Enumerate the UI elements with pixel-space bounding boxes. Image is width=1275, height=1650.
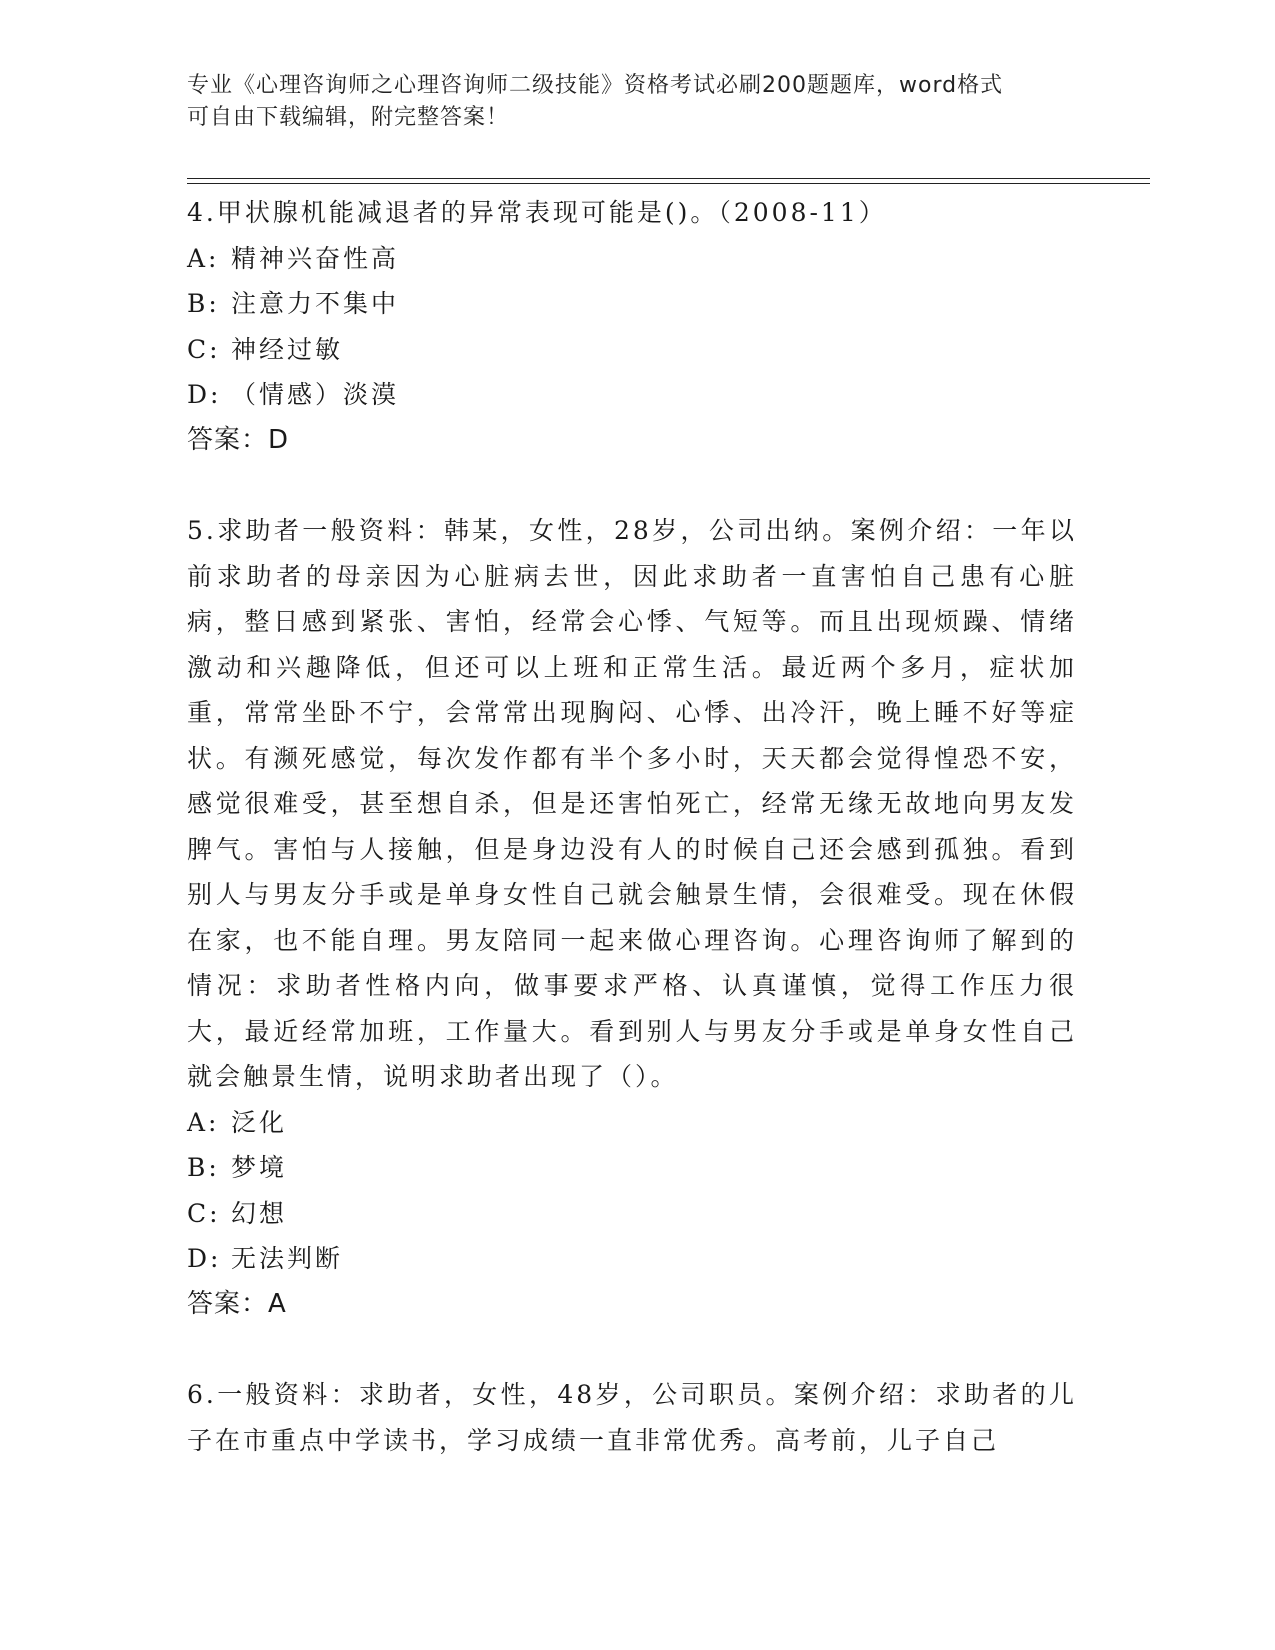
option-text: 泛化 <box>231 1107 288 1137</box>
question-5-option-b <box>187 1145 1077 1191</box>
option-text: 梦境 <box>231 1153 288 1182</box>
question-4-option-c <box>187 327 1077 373</box>
option-text: （情感）淡漠 <box>231 380 400 409</box>
question-6-text: 6.一般资料：求助者，女性，48岁，公司职员。案例介绍：求助者的儿子在市重点中学读书，学习成绩一直非常优秀。高考前，儿子自己 <box>187 1380 1077 1455</box>
question-5 <box>187 508 1077 1327</box>
option-key: B: <box>187 289 220 318</box>
question-5-option-a <box>187 1100 1077 1146</box>
option-key: A: <box>187 1107 220 1137</box>
option-key: B: <box>187 1153 220 1182</box>
option-text: 精神兴奋性高 <box>231 243 400 273</box>
question-5-option-d <box>187 1236 1077 1282</box>
option-key: C: <box>187 334 221 364</box>
question-4 <box>187 190 1077 463</box>
option-key: C: <box>187 1198 221 1228</box>
question-5-option-c <box>187 1191 1077 1237</box>
question-4-text: 4.甲状腺机能减退者的异常表现可能是()。（2008-11） <box>187 198 887 227</box>
option-key: A: <box>187 243 220 273</box>
option-text: 注意力不集中 <box>231 289 400 318</box>
option-text: 幻想 <box>231 1198 288 1228</box>
header-line-2: 可自由下载编辑，附完整答案！ <box>187 105 510 130</box>
option-text: 无法判断 <box>231 1244 344 1273</box>
page-header <box>187 70 1067 134</box>
question-5-text: 5.求助者一般资料：韩某，女性，28岁，公司出纳。案例介绍：一年以前求助者的母亲因为心脏病去世，因此求助者一直害怕自己患有心脏病，整日感到紧张、害怕，经常会心悸、气短等。而且出现烦躁、情绪激动和兴趣降低，但还可以上班和正常生活。最近两个多月，症状加重，常常坐卧不宁，会常常出现胸闷、心悸、出冷汗，晚上睡不好等症状。有濒死感觉，每次发作都有半个多小时，天天都会觉得惶恐不安，感觉很难受，甚至想自杀，但是还害怕死亡，经常无缘无故地向男友发脾气。害怕与人接触，但是身边没有人的时候自己还会感到孤独。看到别人与男友分手或是单身女性自己就会触景生情，会很难受。现在休假在家，也不能自理。男友陪同一起来做心理咨询。心理咨询师了解到的情况：求助者性格内向，做事要求严格、认真谨慎，觉得工作压力很大，最近经常加班，工作量大。看到别人与男友分手或是单身女性自己就会触景生情，说明求助者出现了（）。 <box>187 516 1077 1091</box>
question-4-option-a <box>187 236 1077 282</box>
question-list <box>187 190 1077 1463</box>
question-6 <box>187 1372 1077 1463</box>
question-4-option-d <box>187 372 1077 418</box>
option-text: 神经过敏 <box>231 334 344 364</box>
question-4-option-b <box>187 281 1077 327</box>
header-divider-top <box>187 178 1150 179</box>
question-spacer <box>187 463 1077 508</box>
option-key: D: <box>187 380 222 409</box>
header-line-1: 专业《心理咨询师之心理咨询师二级技能》资格考试必刷200题题库，word格式 <box>187 73 1004 98</box>
header-divider-bottom <box>187 183 1150 184</box>
question-spacer <box>187 1327 1077 1372</box>
option-key: D: <box>187 1244 222 1273</box>
question-5-answer: 答案：A <box>187 1288 287 1319</box>
question-4-answer: 答案：D <box>187 424 290 455</box>
